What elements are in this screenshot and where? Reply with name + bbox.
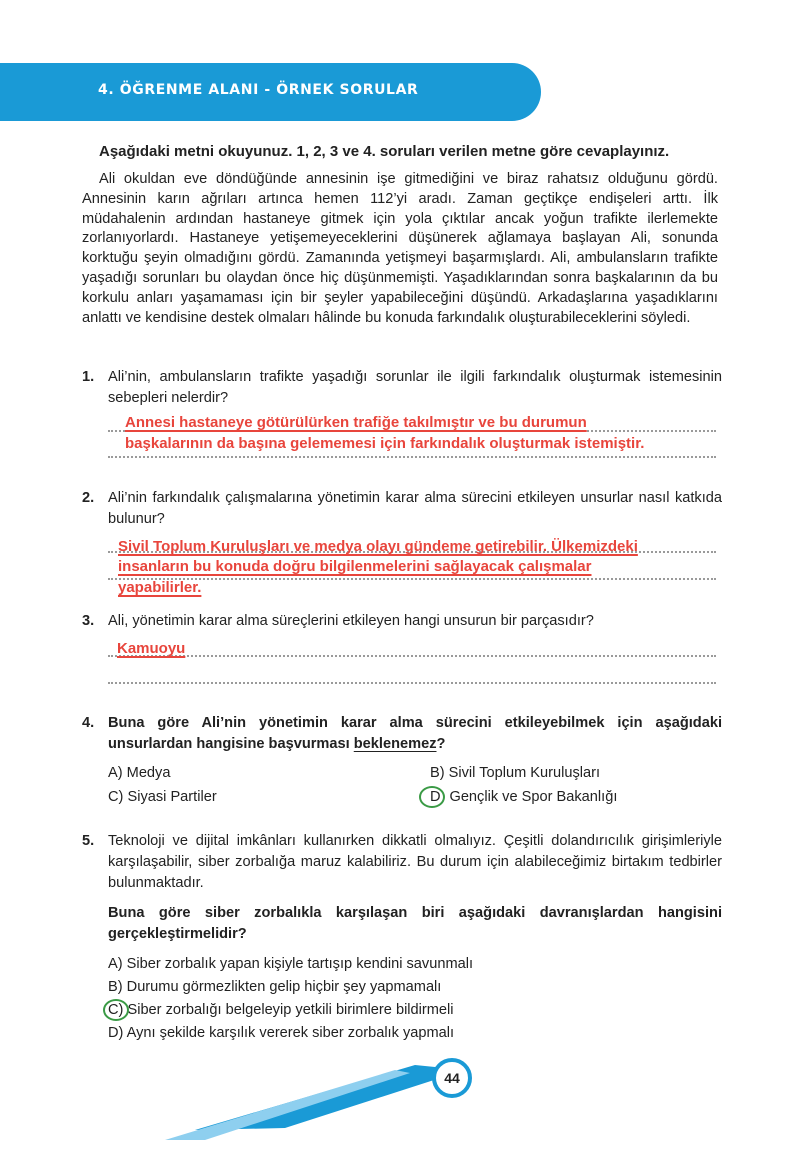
option-a: A) Siber zorbalık yapan kişiyle tartışıp kendini savunmalı	[108, 956, 474, 972]
instruction-text: Aşağıdaki metni okuyunuz. 1, 2, 3 ve 4. soruları verilen metne göre cevaplayınız.	[99, 143, 670, 160]
question-1	[82, 367, 722, 409]
question-text: Ali’nin farkındalık çalışmalarına yönetimin karar alma sürecini etkileyen unsurlar nasıl katkıda bulunur?	[108, 490, 722, 527]
question-number: 5.	[82, 833, 95, 849]
question-text: Ali’nin, ambulansların trafikte yaşadığı sorunlar ile ilgili farkındalık oluşturmak istemesinin sebepleri nelerdir?	[108, 369, 722, 406]
page-number: 44	[432, 1058, 472, 1098]
question-3	[82, 611, 722, 632]
question-text: Ali, yönetimin karar alma süreçlerini etkileyen hangi unsurun bir parçasıdır?	[108, 613, 594, 629]
answer-1-line-2: başkalarının da başına gelememesi için farkındalık oluşturmak istemiştir.	[125, 435, 645, 452]
question-text: Teknoloji ve dijital imkânları kullanırken dikkatli olmalıyız. Çeşitli dolandırıcılık girişimleriyle karşılaşabilir, siber zorbalığa maruz kalabiliriz. Bu durum için alabileceğimiz birtakım tedbirler bulunmaktadır.	[108, 833, 722, 891]
question-5-prompt	[82, 903, 722, 945]
option-c: C) Siyasi Partiler	[108, 789, 217, 805]
selected-answer-circle	[419, 786, 445, 808]
answer-line	[108, 456, 716, 458]
question-text: Buna göre Ali’nin yönetimin karar alma sürecini etkileyebilmek için aşağıdaki unsurlardan hangisine başvurması beklenemez?	[108, 715, 722, 752]
question-4	[82, 713, 722, 755]
option-b: B) Durumu görmezlikten gelip hiçbir şey yapmamalı	[108, 979, 442, 995]
answer-2-line-3: yapabilirler.	[118, 579, 202, 596]
answer-2-line-2: insanların bu konuda doğru bilgilenmelerini sağlayacak çalışmalar	[118, 558, 592, 575]
answer-1-line-1: Annesi hastaneye götürülürken trafiğe takılmıştır ve bu durumun	[125, 414, 587, 431]
question-number: 3.	[82, 613, 95, 629]
option-c: C) Siber zorbalığı belgeleyip yetkili birimlere bildirmeli	[108, 1002, 454, 1018]
question-5	[82, 831, 722, 894]
option-b: B) Sivil Toplum Kuruluşları	[430, 765, 601, 781]
question-prompt: Buna göre siber zorbalıkla karşılaşan biri aşağıdaki davranışlardan hangisini gerçekleştirmelidir?	[108, 905, 722, 942]
option-a: A) Medya	[108, 765, 171, 781]
footer-decoration	[165, 1040, 485, 1160]
question-number: 2.	[82, 490, 95, 506]
answer-3-line-1: Kamuoyu	[117, 640, 186, 657]
reading-passage: Ali okuldan eve döndüğünde annesinin işe gitmediğini ve biraz rahatsız olduğunu gördü. Annesinin karın ağrıları artınca hemen 112’yi aradı. Zaman geçtikçe endişeleri arttı. İlk müdahalenin ardından hastaneye gitmek için yola çıktılar ancak yoğun trafikte ilerlemekte zorlanıyorlardı. Hastaneye yetişemeyeceklerini düşünerek ağlamaya başlayan Ali, sonunda korktuğu şeyin olmadığını gördü. Zamanında yetişmeyi başarmışlardı. Ali, ambulansların trafikte yaşadığı sorunları bu olaydan önce hiç düşünmemişti. Yaşadıklarından sonra başkalarının da bu korkulu anları yaşamaması için bir şeyler yapabileceğini düşündü. Arkadaşlarına yaşadıklarını anlattı ve kendisine destek olmaları hâlinde bu konuda farkındalık oluşturabileceklerini söyledi.	[82, 171, 718, 326]
answer-2-line-1: Sivil Toplum Kuruluşları ve medya olayı gündeme getirebilir. Ülkemizdeki	[118, 538, 638, 555]
answer-line	[108, 655, 716, 657]
selected-answer-circle	[103, 999, 129, 1021]
question-number: 4.	[82, 715, 95, 731]
question-2	[82, 488, 722, 530]
option-d: D) Gençlik ve Spor Bakanlığı	[430, 789, 618, 805]
question-number: 1.	[82, 369, 95, 385]
option-d: D) Aynı şekilde karşılık vererek siber zorbalık yapmalı	[108, 1025, 455, 1041]
answer-line	[108, 682, 716, 684]
page-title: 4. ÖĞRENME ALANI - ÖRNEK SORULAR	[98, 82, 419, 98]
